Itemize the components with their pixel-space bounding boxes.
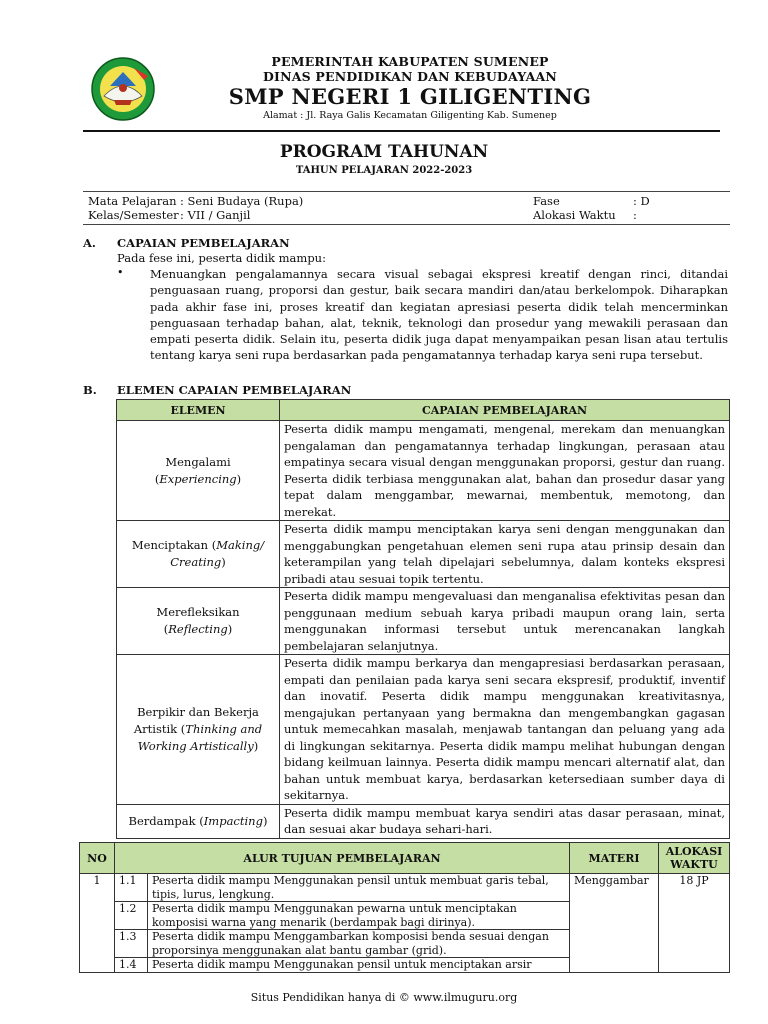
section-b-number: B. [83, 383, 97, 397]
time-allocation-cell: 18 JP [659, 874, 730, 973]
objective-code: 1.2 [115, 902, 148, 930]
element-name: Mengalami [165, 454, 231, 469]
element-name: Merefleksikan [156, 605, 240, 619]
element-table [116, 399, 730, 839]
subject-value: : Seni Budaya (Rupa) [180, 194, 304, 208]
objective-text: Peserta didik mampu Menggunakan pewarna untuk menciptakan komposisi warna yang menarik (berdampak bagi dirinya). [148, 902, 570, 930]
header-time-allocation: ALOKASI WAKTU [659, 843, 730, 874]
agency-name: DINAS PENDIDIKAN DAN KEBUDAYAAN [263, 69, 557, 84]
achievement-cell: Peserta didik mampu mengamati, mengenal, merekam dan menuangkan pengalaman dan pengamatannya terhadap lingkungan, perasaan atau empatinya secara visual dengan menggunakan proporsi, gestur dan ruang. Peserta didik terbiasa menggunakan alat, bahan dan prosedur dasar yang tepat dalam menggambar, mewarnai, membentuk, memotong, dan merekat. [280, 421, 730, 521]
learning-path-header [80, 843, 730, 874]
element-name: Berpikir dan Bekerja Artistik [133, 704, 259, 736]
objective-code: 1.3 [115, 930, 148, 958]
time-allocation-label: Alokasi Waktu [533, 208, 616, 222]
school-name: SMP NEGERI 1 GILIGENTING [228, 84, 592, 109]
section-a-title: CAPAIAN PEMBELAJARAN [117, 236, 290, 250]
document-title: PROGRAM TAHUNAN [279, 142, 489, 162]
time-allocation-value: : [633, 208, 637, 222]
objective-code: 1.1 [115, 874, 148, 902]
objective-text: Peserta didik mampu Menggunakan pensil untuk menciptakan arsir [148, 958, 570, 973]
footer-credit: Situs Pendidikan hanya di © www.ilmuguru.org [250, 991, 518, 1004]
objective-text: Peserta didik mampu Menggunakan pensil untuk membuat garis tebal, tipis, lurus, lengkung. [148, 874, 570, 902]
achievement-cell: Peserta didik mampu menciptakan karya seni dengan menggunakan dan menggabungkan pengetahuan elemen seni rupa atau prinsip desain dan keterampilan yang telah dipelajari sebelumnya, dalam konteks ekspresi pribadi atau sesuai topik tertentu. [280, 521, 730, 588]
element-name: Menciptakan [131, 538, 209, 552]
subject-info [83, 191, 730, 225]
table-row [117, 421, 730, 521]
table-row [117, 655, 730, 805]
header-no: NO [80, 843, 115, 874]
element-cell: Menciptakan (Making/ Creating) [117, 521, 280, 588]
header-material: MATERI [570, 843, 659, 874]
bullet-marker: • [117, 266, 124, 279]
school-address: Alamat : Jl. Raya Galis Kecamatan Giligenting Kab. Sumenep [263, 110, 557, 121]
section-a-paragraph: Menuangkan pengalamannya secara visual sebagai ekspresi kreatif dengan rinci, ditandai penguasaan ruang, proporsi dan gestur, baik secara mandiri dan/atau berkelompok. Diharapkan pada akhir fase ini, proses kreatif dan kegiatan apresiasi peserta didik telah mencerminkan penguasaan terhadap bahan, alat, teknik, teknologi dan prosedur yang mewakili perasaan dan empati peserta didik. Selain itu, peserta didik juga dapat menyampaikan pesan lisan atau tertulis tentang karya seni rupa berdasarkan pada pengamatannya terhadap karya seni rupa tersebut. [150, 267, 728, 363]
material-cell: Menggambar [570, 874, 659, 973]
class-semester-value: : VII / Ganjil [180, 208, 251, 222]
achievement-cell: Peserta didik mampu membuat karya sendiri atas dasar perasaan, minat, dan sesuai akar budaya sehari-hari. [280, 804, 730, 838]
class-semester-label: Kelas/Semester [88, 208, 179, 222]
element-cell: Berpikir dan Bekerja Artistik (Thinking and Working Artistically) [117, 655, 280, 805]
learning-path-table [79, 842, 730, 973]
row-number: 1 [80, 874, 115, 973]
achievement-cell: Peserta didik mampu mengevaluasi dan menganalisa efektivitas pesan dan penggunaan medium sebuah karya pribadi maupun orang lain, serta menggunakan informasi tersebut untuk merencanakan langkah pembelajaran selanjutnya. [280, 588, 730, 655]
letterhead-divider [83, 130, 720, 132]
phase-value: : D [633, 194, 650, 208]
table-row [117, 588, 730, 655]
header-learning-path: ALUR TUJUAN PEMBELAJARAN [115, 843, 570, 874]
objective-code: 1.4 [115, 958, 148, 973]
element-english: Thinking and Working Artistically [137, 721, 263, 753]
section-b-title: ELEMEN CAPAIAN PEMBELAJARAN [117, 383, 352, 397]
regency-emblem-logo [90, 56, 156, 122]
table-row [117, 804, 730, 838]
letterhead [0, 48, 768, 130]
table-row [117, 521, 730, 588]
element-english: Reflecting [168, 622, 228, 636]
element-cell: Berdampak (Impacting) [117, 804, 280, 838]
section-a-intro: Pada fese ini, peserta didik mampu: [117, 251, 326, 265]
header-achievement: CAPAIAN PEMBELAJARAN [280, 400, 730, 421]
section-a-number: A. [83, 236, 96, 250]
government-name: PEMERINTAH KABUPATEN SUMENEP [271, 54, 549, 69]
element-english: Making/ Creating [170, 538, 265, 569]
element-cell: Merefleksikan (Reflecting) [117, 588, 280, 655]
element-name: Berdampak [128, 813, 196, 828]
element-cell: Mengalami (Experiencing) [117, 421, 280, 521]
header-element: ELEMEN [117, 400, 280, 421]
objective-text: Peserta didik mampu Menggambarkan komposisi benda sesuai dengan proporsinya menggunakan alat bantu gambar (grid). [148, 930, 570, 958]
element-english: Impacting [203, 813, 263, 828]
phase-label: Fase [533, 194, 560, 208]
table-row [80, 874, 730, 902]
element-table-header [117, 400, 730, 421]
element-english: Experiencing [159, 471, 237, 486]
document-subtitle: TAHUN PELAJARAN 2022-2023 [295, 165, 473, 176]
achievement-cell: Peserta didik mampu berkarya dan mengapresiasi berdasarkan perasaan, empati dan penilaian pada karya seni secara ekspresif, produktif, inventif dan inovatif. Peserta didik mampu menggunakan kreativitasnya, mengajukan pertanyaan yang bermakna dan mengembangkan gagasan untuk memecahkan masalah, menjawab tantangan dan peluang yang ada di lingkungan sekitarnya. Peserta didik mampu melihat hubungan dengan bidang keilmuan lainnya. Peserta didik mampu mencari alternatif alat, dan bahan untuk membuat karya, berdasarkan ketersediaan sumber daya di sekitarnya. [280, 655, 730, 805]
subject-label: Mata Pelajaran [88, 194, 177, 208]
